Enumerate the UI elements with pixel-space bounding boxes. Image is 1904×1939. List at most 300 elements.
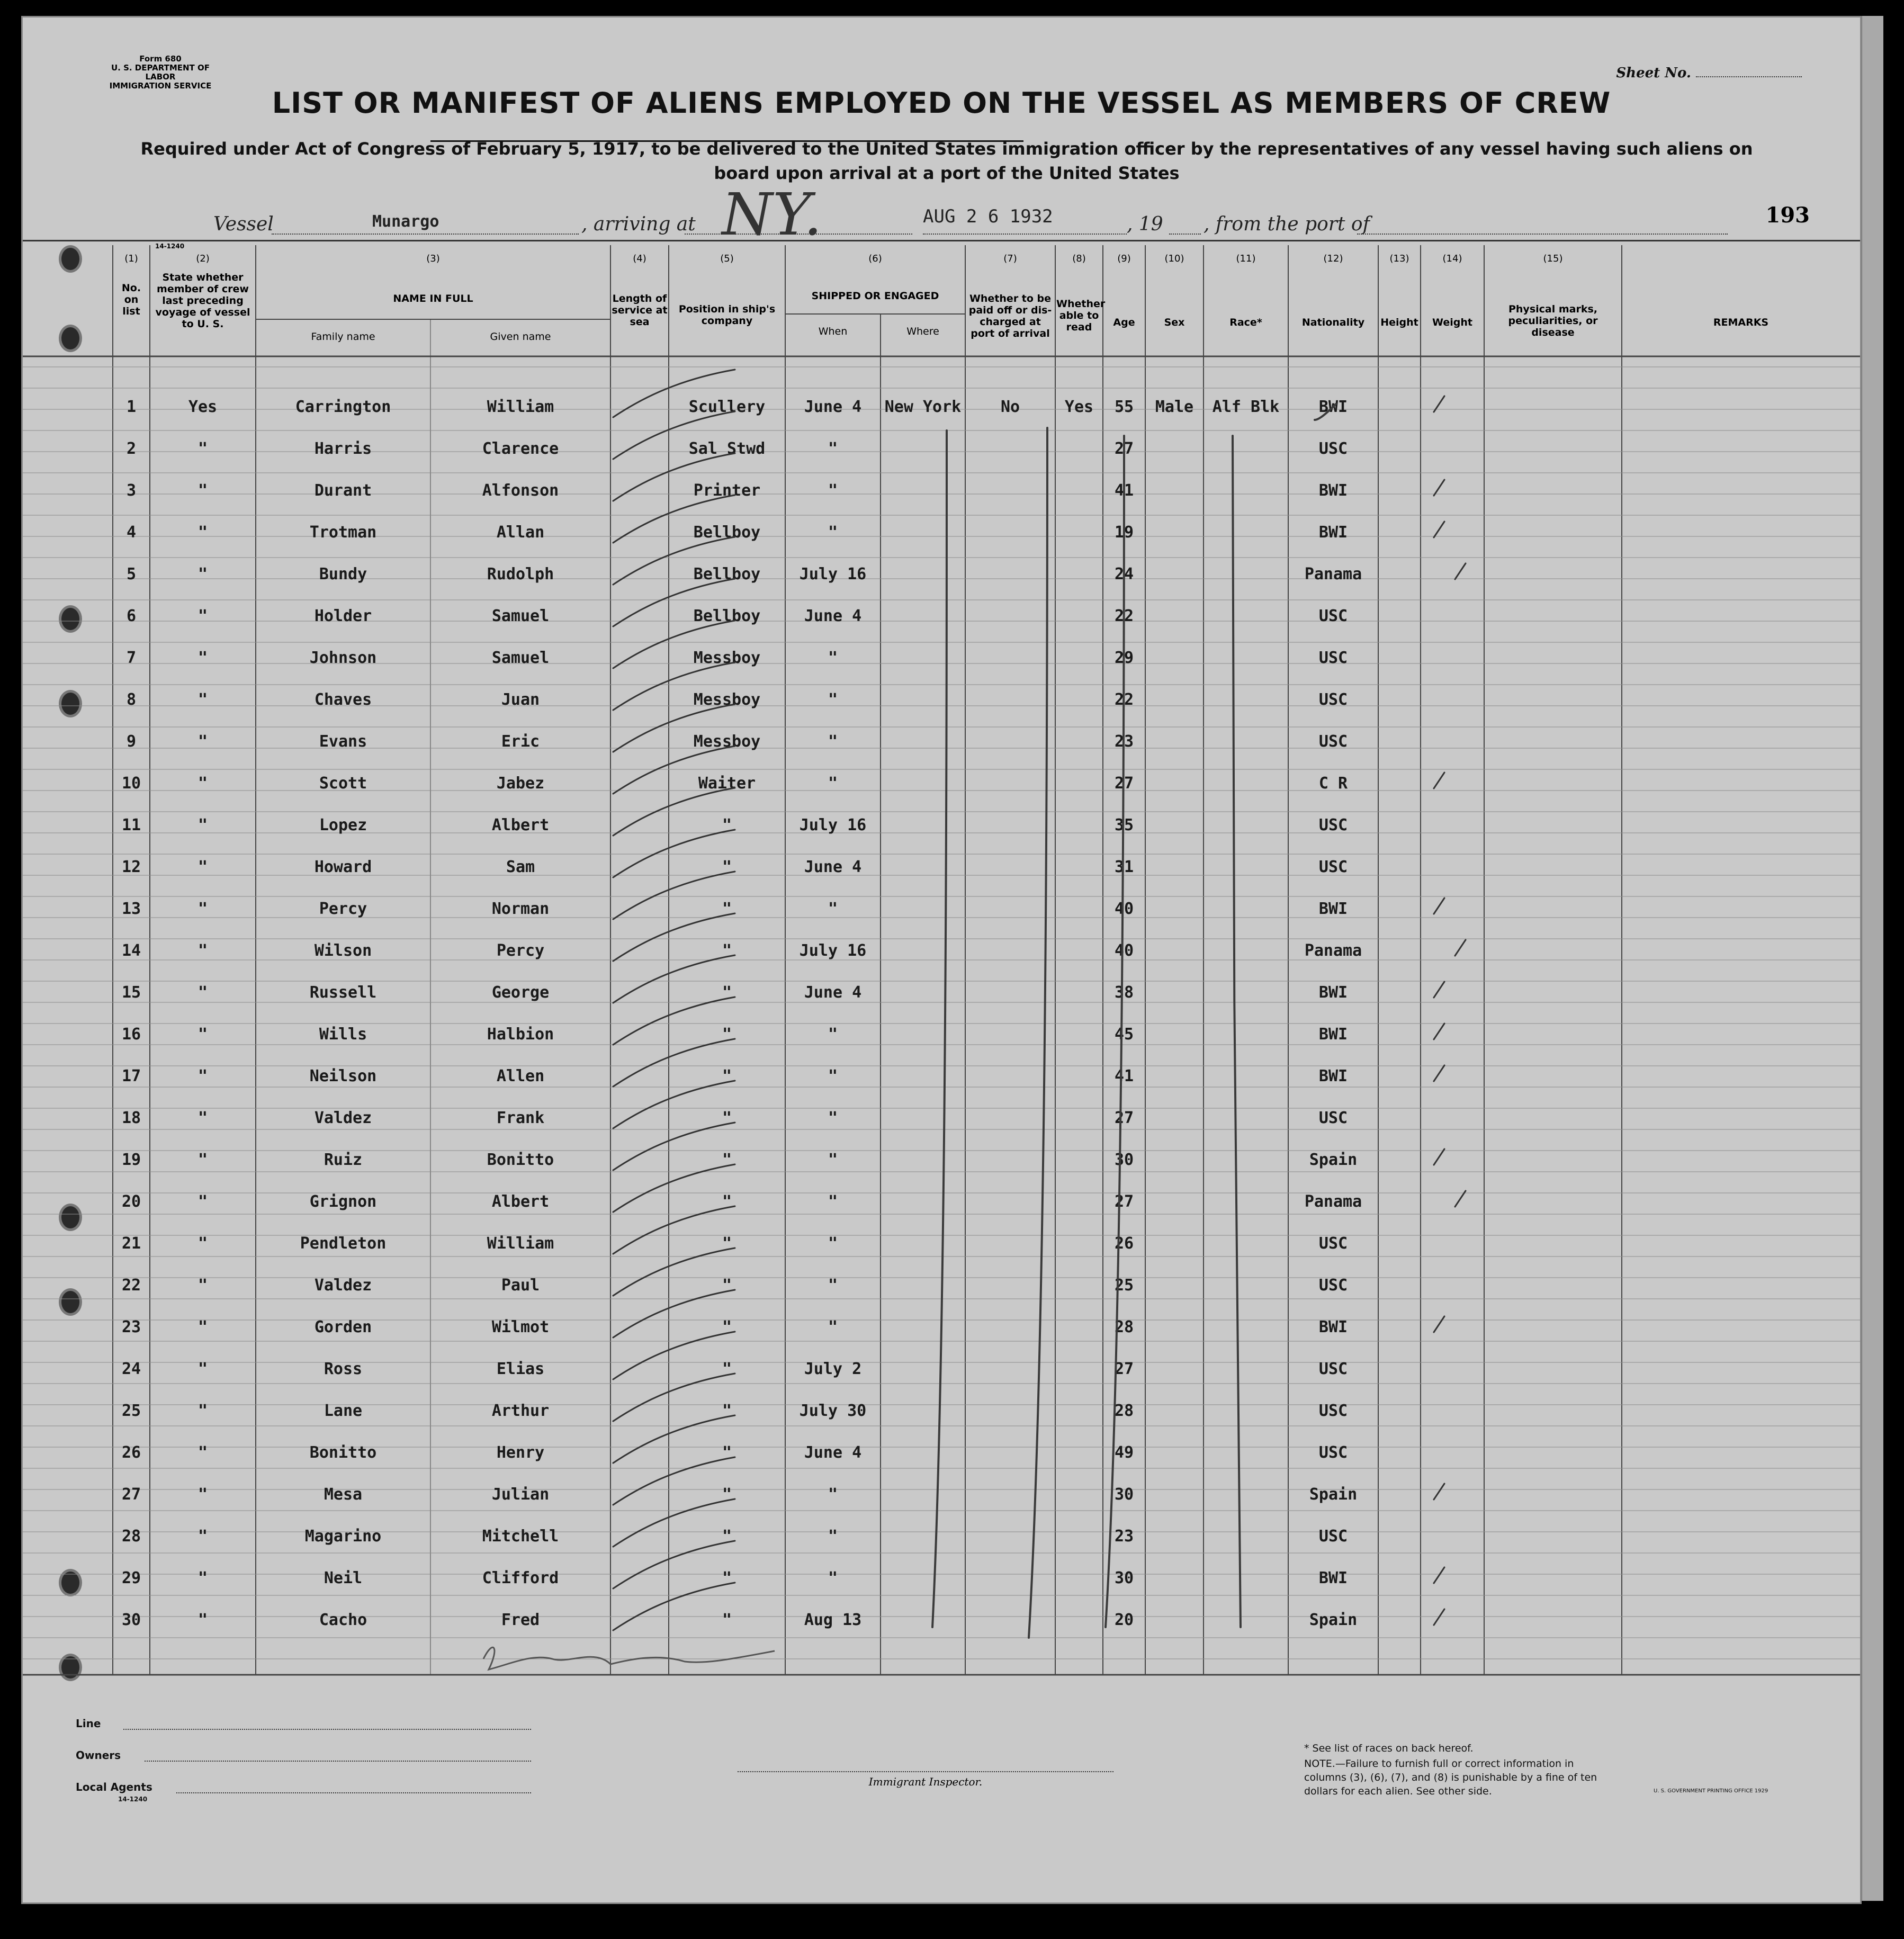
cell-family-name: Mesa	[324, 1485, 363, 1504]
cell-state: "	[197, 1611, 208, 1629]
cell-age: 19	[1114, 523, 1134, 542]
cell-nationality: USC	[1318, 439, 1348, 458]
cell-given-name: Jabez	[496, 774, 545, 793]
cell-family-name: Percy	[319, 900, 367, 918]
cell-nationality: Panama	[1304, 1192, 1362, 1211]
cell-when: July 16	[799, 565, 867, 584]
cell-state: "	[197, 816, 208, 834]
cell-no: 24	[121, 1360, 141, 1378]
cell-family-name: Valdez	[314, 1276, 372, 1295]
cell-position: "	[722, 1485, 732, 1504]
cell-no: 26	[121, 1443, 141, 1462]
cell-where: New York	[884, 398, 962, 416]
cell-no: 27	[121, 1485, 141, 1504]
cell-no: 25	[121, 1402, 141, 1420]
from-port-label: , from the port of	[1204, 213, 1370, 235]
cell-position: "	[722, 1402, 732, 1420]
service-length-stroke	[613, 1457, 735, 1505]
cell-family-name: Russell	[309, 983, 377, 1002]
cell-given-name: Norman	[491, 900, 550, 918]
cell-nationality: Spain	[1309, 1611, 1358, 1629]
cell-position: "	[722, 1151, 732, 1169]
check-mark	[1434, 1316, 1444, 1332]
cell-given-name: Bonitto	[487, 1151, 554, 1169]
cell-nationality: USC	[1318, 1527, 1348, 1546]
cell-family-name: Valdez	[314, 1109, 372, 1127]
cell-family-name: Bonitto	[309, 1443, 377, 1462]
department-label: U. S. DEPARTMENT OF LABOR	[111, 63, 210, 82]
cell-age: 25	[1114, 1276, 1134, 1295]
cell-given-name: Albert	[491, 1192, 550, 1211]
cell-age: 22	[1114, 607, 1134, 625]
check-mark	[1455, 1191, 1466, 1207]
cell-given-name: Samuel	[491, 649, 550, 667]
service-length-stroke	[613, 579, 735, 626]
service-length-stroke	[613, 537, 735, 585]
cell-no: 28	[121, 1527, 141, 1546]
cell-nationality: USC	[1318, 607, 1348, 625]
cell-age: 30	[1114, 1151, 1134, 1169]
header-state-whether: State whether member of crew last preceding voyage of vessel to U. S.	[155, 272, 250, 330]
service-length-stroke	[613, 495, 735, 543]
printing-office-mark: U. S. GOVERNMENT PRINTING OFFICE 1929	[1654, 1788, 1768, 1794]
col-num-8: (8)	[1072, 253, 1086, 264]
cell-position: "	[722, 1569, 732, 1587]
cell-when: "	[828, 1192, 838, 1211]
cell-position: Printer	[693, 481, 761, 500]
cell-when: June 4	[804, 607, 862, 625]
cell-no: 4	[126, 523, 137, 542]
cell-when: "	[828, 900, 838, 918]
cell-age: 28	[1114, 1318, 1134, 1336]
cell-no: 10	[121, 774, 141, 793]
cell-when: "	[828, 481, 838, 500]
cell-age: 27	[1114, 1192, 1134, 1211]
cell-state: "	[197, 941, 208, 960]
cell-position: "	[722, 1611, 732, 1629]
cell-given-name: Allen	[496, 1067, 545, 1085]
cell-given-name: Juan	[501, 690, 540, 709]
cell-when: "	[828, 1569, 838, 1587]
cell-when: July 16	[799, 816, 867, 834]
cell-family-name: Lopez	[319, 816, 367, 834]
cell-nationality: USC	[1318, 816, 1348, 834]
cell-position: Bellboy	[693, 523, 761, 542]
cell-state: "	[197, 1109, 208, 1127]
cell-when: June 4	[804, 858, 862, 876]
cell-given-name: Wilmot	[491, 1318, 550, 1336]
header-shipped-engaged: SHIPPED OR ENGAGED	[811, 290, 939, 302]
col-num-13: (13)	[1389, 253, 1409, 264]
cell-position: "	[722, 858, 732, 876]
header-length-service: Length of service at sea	[612, 293, 668, 328]
cell-age: 30	[1114, 1485, 1134, 1504]
cell-family-name: Chaves	[314, 690, 372, 709]
cell-nationality: BWI	[1318, 1569, 1348, 1587]
cell-nationality: BWI	[1318, 1067, 1348, 1085]
cell-state: "	[197, 774, 208, 793]
cell-no: 1	[126, 398, 137, 416]
cell-when: "	[828, 732, 838, 751]
service-label: IMMIGRATION SERVICE	[109, 81, 212, 91]
service-length-stroke	[613, 1206, 735, 1254]
cell-family-name: Lane	[324, 1402, 363, 1420]
cell-given-name: Albert	[491, 816, 550, 834]
penalty-note: NOTE.—Failure to furnish full or correct information in columns (3), (6), (7), and (8) is punishable by a fine of ten dollars for each alien. See other side.	[1304, 1758, 1597, 1797]
col-num-5: (5)	[720, 253, 734, 264]
cell-family-name: Magarino	[304, 1527, 382, 1546]
sheet-label-text: Sheet No.	[1616, 65, 1691, 81]
cell-given-name: William	[487, 398, 554, 416]
cell-nationality: BWI	[1318, 983, 1348, 1002]
check-mark	[1434, 1065, 1444, 1081]
cell-able-read: Yes	[1064, 398, 1094, 416]
cell-position: "	[722, 900, 732, 918]
cell-state: "	[197, 1360, 208, 1378]
cell-position: "	[722, 1360, 732, 1378]
service-length-stroke	[613, 1248, 735, 1296]
cell-when: "	[828, 1234, 838, 1253]
inspector-line	[738, 1771, 1113, 1772]
cell-given-name: Elias	[496, 1360, 545, 1378]
cell-state: "	[197, 1234, 208, 1253]
page-edge	[1861, 16, 1883, 1901]
cell-nationality: BWI	[1318, 481, 1348, 500]
header-race: Race*	[1229, 317, 1262, 328]
cell-when: "	[828, 1109, 838, 1127]
arriving-label: , arriving at	[581, 213, 696, 235]
col-num-2: (2)	[196, 253, 210, 264]
cell-given-name: Samuel	[491, 607, 550, 625]
cell-position: Messboy	[693, 732, 761, 751]
cell-age: 27	[1114, 774, 1134, 793]
cell-when: July 16	[799, 941, 867, 960]
cell-when: "	[828, 1318, 838, 1336]
cell-no: 18	[121, 1109, 141, 1127]
service-length-stroke	[613, 621, 735, 668]
cell-state: "	[197, 1402, 208, 1420]
service-length-stroke	[613, 370, 735, 417]
cell-no: 2	[126, 439, 137, 458]
page-title: LIST OR MANIFEST OF ALIENS EMPLOYED ON THE VESSEL AS MEMBERS OF CREW	[272, 86, 1611, 120]
manifest-sheet	[21, 16, 1862, 1904]
cell-given-name: Sam	[506, 858, 535, 876]
cell-family-name: Durant	[314, 481, 372, 500]
form-code: 14-1240	[155, 243, 185, 250]
cell-given-name: Frank	[496, 1109, 545, 1127]
service-length-stroke	[613, 1583, 735, 1630]
check-mark	[1434, 982, 1444, 998]
service-length-stroke	[613, 1499, 735, 1547]
cell-state: "	[197, 858, 208, 876]
cell-when: "	[828, 774, 838, 793]
page-number: 193	[1765, 203, 1810, 228]
footer-owners-field	[145, 1761, 531, 1762]
cell-sex: Male	[1155, 398, 1194, 416]
check-mark	[1434, 1024, 1444, 1039]
col-num-3: (3)	[426, 253, 440, 264]
service-length-stroke	[613, 746, 735, 794]
header-weight: Weight	[1432, 317, 1472, 328]
inspector-signature	[483, 1647, 775, 1669]
cell-position: "	[722, 941, 732, 960]
cell-state: "	[197, 607, 208, 625]
handwritten-marks	[23, 17, 1860, 1902]
cell-given-name: Arthur	[491, 1402, 550, 1420]
cell-position: "	[722, 816, 732, 834]
cell-nationality: BWI	[1318, 1318, 1348, 1336]
cell-age: 40	[1114, 941, 1134, 960]
check-mark	[1455, 940, 1466, 956]
cell-age: 29	[1114, 649, 1134, 667]
cell-given-name: Clifford	[482, 1569, 559, 1587]
cell-position: "	[722, 1192, 732, 1211]
cell-no: 23	[121, 1318, 141, 1336]
footer-line-label: Line	[76, 1717, 101, 1730]
cell-family-name: Ruiz	[324, 1151, 363, 1169]
cell-nationality: USC	[1318, 732, 1348, 751]
cell-nationality: Spain	[1309, 1151, 1358, 1169]
cell-when: July 30	[799, 1402, 867, 1420]
cell-state: "	[197, 1151, 208, 1169]
cell-age: 55	[1114, 398, 1134, 416]
cell-no: 29	[121, 1569, 141, 1587]
header-name-in-full: NAME IN FULL	[393, 293, 473, 304]
check-mark	[1434, 1149, 1444, 1165]
col-num-12: (12)	[1323, 253, 1343, 264]
cell-nationality: Spain	[1309, 1485, 1358, 1504]
cell-paid-off: No	[1000, 398, 1020, 416]
header-sex: Sex	[1164, 317, 1185, 328]
cell-family-name: Scott	[319, 774, 367, 793]
cell-age: 45	[1114, 1025, 1134, 1044]
cell-no: 8	[126, 690, 137, 709]
cell-given-name: Paul	[501, 1276, 540, 1295]
cell-when: "	[828, 690, 838, 709]
service-length-stroke	[613, 1123, 735, 1170]
cell-nationality: USC	[1318, 1360, 1348, 1378]
header-nationality: Nationality	[1301, 317, 1365, 328]
service-length-stroke	[613, 872, 735, 919]
cell-family-name: Gorden	[314, 1318, 372, 1336]
cell-no: 5	[126, 565, 137, 584]
cell-age: 30	[1114, 1569, 1134, 1587]
cell-state: "	[197, 523, 208, 542]
cell-when: "	[828, 1485, 838, 1504]
check-mark	[1455, 563, 1466, 579]
cell-given-name: Henry	[496, 1443, 545, 1462]
cell-age: 26	[1114, 1234, 1134, 1253]
cell-no: 21	[121, 1234, 141, 1253]
cell-age: 40	[1114, 900, 1134, 918]
cell-position: "	[722, 1443, 732, 1462]
cell-age: 41	[1114, 1067, 1134, 1085]
header-paid-off: Whether to be paid off or dis-charged at port of arrival	[968, 293, 1052, 339]
cell-position: "	[722, 1318, 732, 1336]
cell-when: "	[828, 1151, 838, 1169]
header-given-name: Given name	[490, 331, 551, 343]
cell-when: July 2	[804, 1360, 862, 1378]
cell-no: 30	[121, 1611, 141, 1629]
footer-agents-field	[176, 1792, 531, 1793]
cell-given-name: Julian	[491, 1485, 550, 1504]
cell-state: "	[197, 900, 208, 918]
cell-nationality: USC	[1318, 1234, 1348, 1253]
cell-state: Yes	[188, 398, 218, 416]
cell-nationality: BWI	[1318, 1025, 1348, 1044]
cell-nationality: Panama	[1304, 941, 1362, 960]
cell-no: 11	[121, 816, 141, 834]
cell-family-name: Neilson	[309, 1067, 377, 1085]
cell-family-name: Evans	[319, 732, 367, 751]
cell-no: 3	[126, 481, 137, 500]
header-physical-marks: Physical marks, peculiarities, or disease	[1508, 303, 1598, 338]
cell-family-name: Neil	[324, 1569, 363, 1587]
header-remarks: REMARKS	[1713, 317, 1769, 328]
header-able-read: Whether able to read	[1056, 298, 1106, 333]
arriving-port-handwritten: NY.	[722, 181, 822, 248]
cell-nationality: USC	[1318, 1109, 1348, 1127]
cell-family-name: Bundy	[319, 565, 367, 584]
cell-state: "	[197, 565, 208, 584]
check-mark	[1434, 1484, 1444, 1500]
cell-age: 41	[1114, 481, 1134, 500]
cell-nationality: BWI	[1318, 900, 1348, 918]
year-label: , 19	[1127, 213, 1163, 235]
col-num-1: (1)	[124, 253, 138, 264]
cell-when: Aug 13	[804, 1611, 862, 1629]
col-num-6: (6)	[868, 253, 882, 264]
cell-given-name: Percy	[496, 941, 545, 960]
check-mark	[1434, 1567, 1444, 1583]
cell-when: "	[828, 1067, 838, 1085]
col-num-11: (11)	[1236, 253, 1256, 264]
cell-age: 22	[1114, 690, 1134, 709]
cell-no: 15	[121, 983, 141, 1002]
cell-state: "	[197, 1276, 208, 1295]
cell-family-name: Howard	[314, 858, 372, 876]
col-num-15: (15)	[1543, 253, 1563, 264]
service-length-stroke	[613, 997, 735, 1045]
header-position: Position in ship's company	[678, 303, 776, 327]
cell-position: Bellboy	[693, 607, 761, 625]
service-length-stroke	[613, 1541, 735, 1588]
cell-when: "	[828, 1276, 838, 1295]
header-no-on-list: No. on list	[121, 282, 141, 317]
cell-age: 31	[1114, 858, 1134, 876]
cell-age: 27	[1114, 439, 1134, 458]
cell-family-name: Harris	[314, 439, 372, 458]
cell-nationality: USC	[1318, 649, 1348, 667]
cell-state: "	[197, 732, 208, 751]
cell-family-name: Pendleton	[300, 1234, 387, 1253]
col-num-14: (14)	[1442, 253, 1462, 264]
cell-family-name: Grignon	[309, 1192, 377, 1211]
cell-nationality: USC	[1318, 858, 1348, 876]
cell-position: Waiter	[698, 774, 756, 793]
cell-family-name: Ross	[324, 1360, 363, 1378]
check-mark	[1434, 898, 1444, 914]
cell-when: "	[828, 439, 838, 458]
check-mark	[1434, 522, 1444, 537]
cell-given-name: Fred	[501, 1611, 540, 1629]
col-num-4: (4)	[633, 253, 646, 264]
col-num-7: (7)	[1003, 253, 1017, 264]
cell-given-name: Alfonson	[482, 481, 559, 500]
service-length-stroke	[613, 704, 735, 752]
cell-when: "	[828, 1527, 838, 1546]
cell-state: "	[197, 1569, 208, 1587]
header-age: Age	[1113, 317, 1135, 328]
cell-nationality: USC	[1318, 1276, 1348, 1295]
cell-state: "	[197, 439, 208, 458]
cell-age: 38	[1114, 983, 1134, 1002]
page-subtitle: Required under Act of Congress of February 5, 1917, to be delivered to the United States immigration officer by the representatives of any vessel having such aliens on board upon arrival at a port of the United States	[140, 139, 1753, 183]
cell-state: "	[197, 983, 208, 1002]
header-where: Where	[906, 326, 939, 337]
inspector-label: Immigrant Inspector.	[868, 1775, 983, 1788]
cell-nationality: C R	[1318, 774, 1348, 793]
cell-state: "	[197, 690, 208, 709]
cell-position: "	[722, 1025, 732, 1044]
cell-state: "	[197, 1485, 208, 1504]
cell-nationality: BWI	[1318, 398, 1348, 416]
check-mark	[1434, 1609, 1444, 1625]
service-length-stroke	[613, 1164, 735, 1212]
cell-race: Alf Blk	[1212, 398, 1280, 416]
cell-age: 27	[1114, 1109, 1134, 1127]
cell-age: 23	[1114, 732, 1134, 751]
cell-no: 19	[121, 1151, 141, 1169]
cell-no: 7	[126, 649, 137, 667]
cell-given-name: Allan	[496, 523, 545, 542]
cell-state: "	[197, 1192, 208, 1211]
cell-no: 9	[126, 732, 137, 751]
date-stamp: AUG 2 6 1932	[923, 206, 1053, 227]
cell-nationality: USC	[1318, 1443, 1348, 1462]
cell-position: Messboy	[693, 649, 761, 667]
cell-when: "	[828, 1025, 838, 1044]
col-num-9: (9)	[1117, 253, 1131, 264]
cell-when: June 4	[804, 983, 862, 1002]
service-length-stroke	[613, 1081, 735, 1128]
cell-position: Sal Stwd	[688, 439, 766, 458]
service-length-stroke	[613, 955, 735, 1003]
header-family-name: Family name	[311, 331, 375, 343]
cell-when: June 4	[804, 1443, 862, 1462]
service-length-stroke	[613, 1415, 735, 1463]
cell-nationality: USC	[1318, 690, 1348, 709]
cell-no: 20	[121, 1192, 141, 1211]
cell-state: "	[197, 481, 208, 500]
cell-state: "	[197, 1527, 208, 1546]
cell-age: 24	[1114, 565, 1134, 584]
cell-state: "	[197, 1067, 208, 1085]
check-mark	[1434, 480, 1444, 496]
cell-position: "	[722, 1234, 732, 1253]
service-length-stroke	[613, 1332, 735, 1379]
cell-when: June 4	[804, 398, 862, 416]
cell-state: "	[197, 1318, 208, 1336]
cell-state: "	[197, 649, 208, 667]
service-length-stroke	[613, 1039, 735, 1087]
cell-age: 28	[1114, 1402, 1134, 1420]
service-length-stroke	[613, 913, 735, 961]
cell-given-name: Mitchell	[482, 1527, 559, 1546]
vessel-name: Munargo	[372, 212, 439, 231]
service-length-stroke	[613, 1374, 735, 1421]
service-length-stroke	[613, 662, 735, 710]
